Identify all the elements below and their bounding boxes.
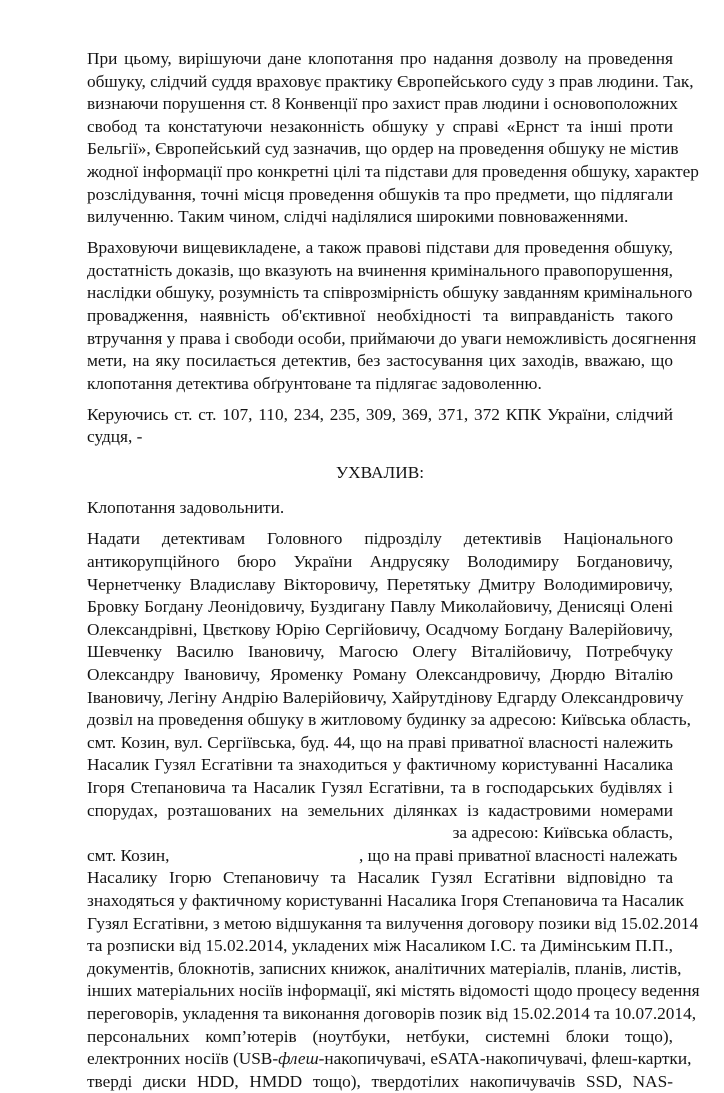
text-line: втручання у права і свободи особи, приймаючи до уваги неможливість досягнення <box>87 328 697 348</box>
spacer <box>87 449 673 462</box>
text-fragment: смт. Козин, <box>87 845 170 865</box>
ruling-heading: УХВАЛИВ: <box>335 462 425 482</box>
text-line: судця, - <box>87 427 143 447</box>
text-line: Надати детективам Головного підрозділу детективів Національного <box>87 529 673 549</box>
text-line-redacted-street <box>87 845 678 868</box>
paragraph-search-permission <box>87 528 700 1093</box>
text-line: Олександрівні, Цвєткову Юрію Сергійовичу, Осадчому Богдану Валерійовичу, <box>87 619 673 639</box>
text-line: Івановичу, Легіну Андрію Валерійовичу, Хайрутдінову Едгарду Олександровичу <box>87 687 684 707</box>
paragraph-ecthr-practice <box>87 48 699 229</box>
text-line: тверді диски HDD, HMDD тощо), твердотілих накопичувачів SSD, NAS- <box>87 1071 673 1091</box>
text-line: персональних комп’ютерів (ноутбуки, нетбуки, системні блоки тощо), <box>87 1026 673 1046</box>
text-line: Гузял Есгатівни, з метою відшукання та вилучення договору позики від 15.02.2014 <box>87 913 699 933</box>
text-line: Бельгії», Європейський суд зазначив, що ордер на проведення обшуку не містив <box>87 139 679 159</box>
text-line: Враховуючи вищевикладене, а також правові підстави для проведення обшуку, <box>87 238 673 258</box>
text-fragment-italic: флеш <box>278 1049 319 1069</box>
text-line: наслідки обшуку, розумність та співрозмірність обшуку завданням кримінального <box>87 283 693 303</box>
text-line: Бровку Богдану Леонідовичу, Буздигану Павлу Миколайовичу, Денисяці Олені <box>87 597 673 617</box>
text-line-redacted-address: за адресою: Київська область, <box>452 823 673 843</box>
text-line: Ігоря Степановича та Насалик Гузял Есгатівни, та в господарських будівлях і <box>87 777 673 797</box>
text-line: знаходяться у фактичному користуванні Насалика Ігоря Степановича та Насалик <box>87 890 684 910</box>
text-line: достатність доказів, що вказують на вчинення кримінального правопорушення, <box>87 260 673 280</box>
text-fragment: , що на праві приватної власності належать <box>359 845 678 865</box>
text-line: спорудах, розташованих на земельних ділянках із кадастровими номерами <box>87 800 673 820</box>
text-line-media <box>87 1048 692 1071</box>
text-line: документів, блокнотів, записних книжок, аналітичних матеріалів, планів, листів, <box>87 958 682 978</box>
text-line: Шевченку Василю Івановичу, Магосю Олегу Віталійовичу, Потребчуку <box>87 642 673 662</box>
text-line: При цьому, вирішуючи дане клопотання про надання дозволу на проведення <box>87 49 673 68</box>
paragraph-legal-basis <box>87 404 673 449</box>
text-line: Насалику Ігорю Степановичу та Насалик Гузял Есгатівни відповідно та <box>87 868 673 888</box>
text-line: жодної інформації про конкретні цілі та підстави для проведення обшуку, характер <box>87 161 699 181</box>
text-line: Чернетченку Владиславу Вікторовичу, Перетятьку Дмитру Володимировичу, <box>87 574 673 594</box>
text-line: мети, на яку посилається детектив, без застосування цих заходів, вважаю, що <box>87 351 673 371</box>
text-line: та розписки від 15.02.2014, укладених між Насаликом І.С. та Димінським П.П., <box>87 936 673 956</box>
text-line: клопотання детектива обґрунтоване та підлягає задоволенню. <box>87 373 542 393</box>
text-line: Керуючись ст. ст. 107, 110, 234, 235, 309, 369, 371, 372 КПК України, слідчий <box>87 404 673 424</box>
text-line: смт. Козин, вул. Сергіївська, буд. 44, що на праві приватної власності належить <box>87 732 673 752</box>
text-fragment: електронних носіїв (USB- <box>87 1049 279 1069</box>
spacer <box>87 229 673 237</box>
text-line: інших матеріальних носіїв інформації, які містять відомості щодо процесу ведення <box>87 981 700 1001</box>
text-line: антикорупційного бюро України Андрусяку Володимиру Богдановичу, <box>87 552 673 572</box>
spacer <box>87 520 673 528</box>
text-line: свобод та констатуючи незаконність обшуку у справі «Ернст та інші проти <box>87 116 673 136</box>
paragraph-considerations <box>87 237 697 395</box>
text-line: провадження, наявність об'єктивної необхідності та виправданість такого <box>87 305 673 325</box>
document-page <box>87 48 700 1093</box>
text-line: визнаючи порушення ст. 8 Конвенції про захист прав людини і основоположних <box>87 94 678 114</box>
text-line: розслідування, точні місця проведення обшуків та про предмети, що підлягали <box>87 184 673 204</box>
spacer <box>87 395 673 403</box>
text-line: вилученню. Таким чином, слідчі наділялися широкими повноваженнями. <box>87 207 629 227</box>
text-line: Олександру Івановичу, Яроменку Роману Олександровичу, Дюрдю Віталію <box>87 665 673 685</box>
text-line: дозвіл на проведення обшуку в житловому будинку за адресою: Київська область, <box>87 710 691 730</box>
text-line: Насалик Гузял Есгатівни та знаходиться у фактичному користуванні Насалика <box>87 755 673 775</box>
spacer <box>87 484 673 497</box>
text-fragment: -накопичувачі, eSATA-накопичувачі, флеш-картки, <box>318 1049 692 1069</box>
text-line: переговорів, укладення та виконання договорів позик від 15.02.2014 та 10.07.2014, <box>87 1003 697 1023</box>
text-line: обшуку, слідчий суддя враховує практику Європейського суду з прав людини. Так, <box>87 71 694 91</box>
paragraph-grant-motion: Клопотання задовольнити. <box>87 498 285 518</box>
